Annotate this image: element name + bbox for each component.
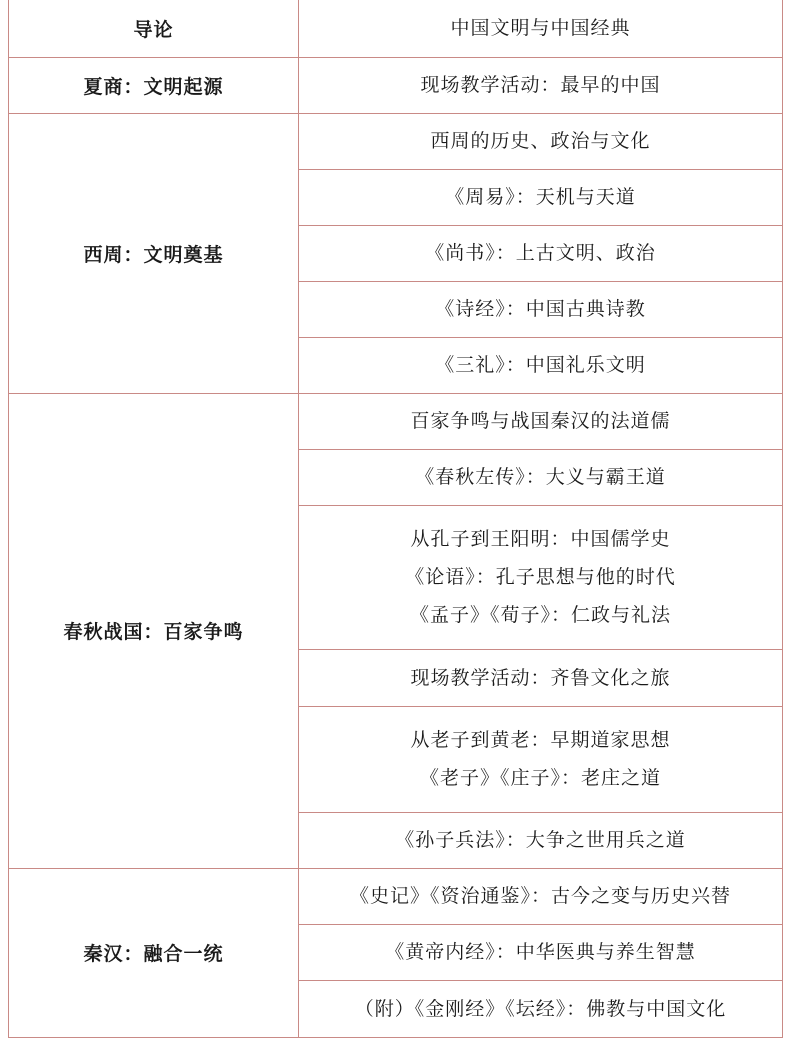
topic-cell bbox=[299, 281, 783, 337]
topic-line: 《三礼》：中国礼乐文明 bbox=[435, 354, 646, 376]
topic-cell bbox=[299, 169, 783, 225]
topic-line: 从孔子到王阳明：中国儒学史 bbox=[410, 528, 671, 550]
topic-line: 从老子到黄老：早期道家思想 bbox=[410, 729, 671, 751]
topic-cell bbox=[299, 706, 783, 812]
period-cell: 夏商：文明起源 bbox=[9, 57, 299, 113]
table-row bbox=[9, 57, 783, 113]
topic-cell bbox=[299, 225, 783, 281]
topic-cell bbox=[299, 393, 783, 449]
table-row bbox=[9, 113, 783, 169]
period-cell: 导论 bbox=[9, 0, 299, 57]
topic-line: 《孙子兵法》：大争之世用兵之道 bbox=[395, 829, 686, 851]
topic-line: 《尚书》：上古文明、政治 bbox=[425, 242, 656, 264]
topic-line: 《春秋左传》：大义与霸王道 bbox=[415, 466, 666, 488]
period-cell: 秦汉：融合一统 bbox=[9, 868, 299, 1037]
topic-line: 现场教学活动：齐鲁文化之旅 bbox=[410, 666, 671, 689]
topic-cell bbox=[299, 868, 783, 924]
period-cell: 春秋战国：百家争鸣 bbox=[9, 393, 299, 868]
topic-line: 中国文明与中国经典 bbox=[450, 17, 631, 40]
topic-line: 《黄帝内经》：中华医典与养生智慧 bbox=[385, 941, 696, 963]
period-cell: 西周：文明奠基 bbox=[9, 113, 299, 393]
topic-line: 《论语》：孔子思想与他的时代 bbox=[405, 566, 676, 588]
topic-cell bbox=[299, 649, 783, 706]
topic-cell bbox=[299, 57, 783, 113]
topic-cell bbox=[299, 0, 783, 57]
table-row bbox=[9, 393, 783, 449]
topic-line: 《周易》：天机与天道 bbox=[445, 186, 636, 208]
curriculum-table bbox=[8, 0, 783, 1038]
topic-cell bbox=[299, 924, 783, 980]
topic-line: 《史记》《资治通鉴》：古今之变与历史兴替 bbox=[349, 885, 731, 907]
topic-cell bbox=[299, 113, 783, 169]
topic-line: 《诗经》：中国古典诗教 bbox=[435, 298, 646, 320]
topic-line: 百家争鸣与战国秦汉的法道儒 bbox=[410, 410, 671, 432]
topic-cell bbox=[299, 449, 783, 505]
topic-cell bbox=[299, 505, 783, 649]
topic-cell bbox=[299, 812, 783, 868]
topic-line: 《孟子》《荀子》：仁政与礼法 bbox=[409, 604, 671, 626]
topic-line: 现场教学活动：最早的中国 bbox=[420, 74, 661, 96]
topic-line: 《老子》《庄子》：老庄之道 bbox=[419, 767, 661, 789]
table-row bbox=[9, 0, 783, 57]
topic-line: （附）《金刚经》《坛经》：佛教与中国文化 bbox=[354, 997, 727, 1020]
table-row bbox=[9, 868, 783, 924]
topic-cell bbox=[299, 337, 783, 393]
topic-cell bbox=[299, 980, 783, 1037]
topic-line: 西周的历史、政治与文化 bbox=[430, 130, 651, 152]
